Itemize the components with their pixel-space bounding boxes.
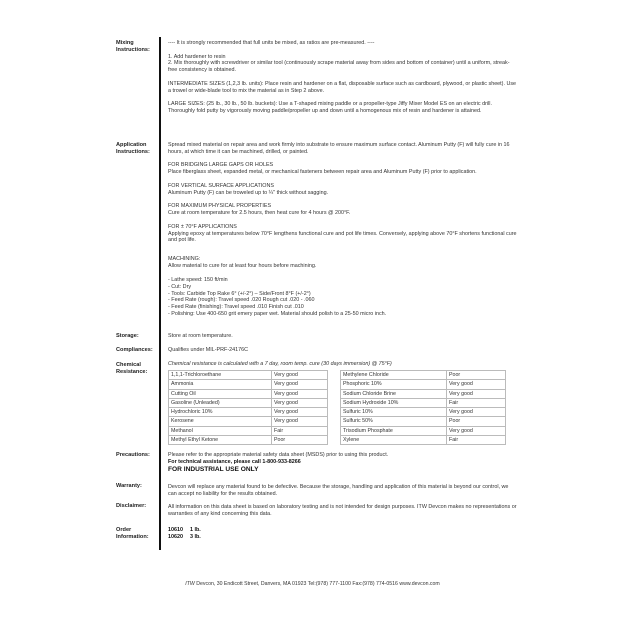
footer-brand: ITW (185, 581, 195, 587)
chemical-rating: Very good (272, 380, 328, 389)
heading-machining: MACHINING: (168, 256, 201, 263)
storage-text: Store at room temperature. (168, 333, 233, 339)
heading-maximum: FOR MAXIMUM PHYSICAL PROPERTIES (168, 203, 272, 210)
chemical-name: 1,1,1-Trichloroethane (169, 371, 272, 380)
chemical-name: Xylene (341, 436, 447, 445)
bridging-text: Place fiberglass sheet, expanded metal, or mechanical fasteners between repair area and Aluminum Putty (F) prior to application. (168, 169, 477, 176)
chemical-rating: Very good (272, 398, 328, 407)
compliances-label: Compliances: (116, 347, 153, 353)
maximum-text: Cure at room temperature for 2.5 hours, then heat cure for 4 hours @ 200°F. (168, 210, 351, 217)
technical-assistance: For technical assistance, please call 1-800-933-8266 (168, 458, 301, 465)
heading-70f: FOR ± 70°F APPLICATIONS (168, 223, 237, 230)
machining-item: - Cut: Dry (168, 283, 192, 290)
order-size: 1 lb. (190, 527, 201, 533)
machining-text: Allow material to cure for at least four hours before machining. (168, 263, 317, 270)
machining-item: - Feed Rate (finishing): Travel speed .010 Finish cut .010 (168, 304, 304, 311)
application-text: Spread mixed material on repair area and work firmly into substrate to ensure maximum surface contact. Aluminum Putty (F) will fully cure in 16 hours, at which time it can be machined, drilled, or painted. (168, 142, 510, 155)
chemical-row (341, 408, 506, 417)
mixing-label: Mixing Instructions: (116, 40, 150, 53)
machining-item: - Feed Rate (rough): Travel speed .020 Rough cut .020 - .060 (168, 297, 315, 304)
chemical-table-right (340, 370, 506, 445)
chemical-row (341, 389, 506, 398)
chemical-name: Methanol (169, 426, 272, 435)
chemical-row (169, 380, 328, 389)
chemical-name: Sodium Hydroxide 10% (341, 398, 447, 407)
chemical-row (341, 371, 506, 380)
order-item (168, 534, 518, 541)
chemical-row (169, 371, 328, 380)
chemical-name: Gasoline (Unleaded) (169, 398, 272, 407)
precautions (168, 452, 518, 474)
chemical-row (169, 389, 328, 398)
chemical-rating: Very good (272, 371, 328, 380)
chemical-row (169, 426, 328, 435)
application-label: Application Instructions: (116, 142, 150, 155)
mixing-instructions (168, 40, 518, 122)
chemical-rating: Very good (272, 408, 328, 417)
warranty-label: Warranty: (116, 483, 142, 489)
chemical-name: Cutting Oil (169, 389, 272, 398)
chemical-rating: Very good (447, 389, 506, 398)
chemical-row (169, 436, 328, 445)
chemical-name: Phosphoric 10% (341, 380, 447, 389)
chemical-rating: Very good (272, 389, 328, 398)
disclaimer-text: All information on this data sheet is based on laboratory testing and is not intended for design purposes. ITW Devcon makes no representations or warranties of any kind concerning this data. (168, 504, 517, 517)
chemical-row (341, 426, 506, 435)
chemical-rating: Very good (447, 380, 506, 389)
mixing-step-2: 2. Mix thoroughly with screwdriver or similar tool (continuously scrape material away from sides and bottom of container) until a uniform, streak-free consistency is obtained. (168, 60, 510, 74)
chemical-row (169, 408, 328, 417)
mixing-intermediate: INTERMEDIATE SIZES (1,2,3 lb. units): Place resin and hardener on a flat, disposable surface such as cardboard, plywood, or plastic sheet). Use a trowel or wide-blade tool to mix the material as in Step 2 above. (168, 80, 517, 94)
precautions-label: Precautions: (116, 452, 150, 458)
order-item (168, 527, 518, 534)
chemical-rating: Very good (447, 426, 506, 435)
compliances-text: Qualifies under MIL-PRF-24176C (168, 347, 248, 353)
order-items (168, 527, 518, 541)
machining-item: - Tools: Carbide Top Rake 6° (+/-2°) – Side/Front 8°F (+/-2°) (168, 290, 311, 297)
chemical-rating: Very good (272, 417, 328, 426)
chemical-name: Methyl Ethyl Ketone (169, 436, 272, 445)
chemical-name: Sulfuric 10% (341, 408, 447, 417)
chemical-rating: Poor (447, 371, 506, 380)
chemical-row (169, 398, 328, 407)
chemical-rating: Very good (447, 408, 506, 417)
chemical-row (169, 417, 328, 426)
section-divider (159, 37, 161, 550)
order-label: Order Information: (116, 527, 149, 540)
chemical-name: Trisodium Phosphate (341, 426, 447, 435)
chemical-label: Chemical Resistance: (116, 362, 148, 375)
chemical-rating: Poor (272, 436, 328, 445)
chemical-name: Sodium Chloride Brine (341, 389, 447, 398)
warranty-text: Devcon will replace any material found to be defective. Because the storage, handling and application of this material is beyond our control, we can accept no liability for the results obtained. (168, 484, 509, 497)
chemical-rating: Fair (447, 398, 506, 407)
chemical-row (341, 380, 506, 389)
chemical-table-left (168, 370, 328, 445)
chemical-rating: Fair (447, 436, 506, 445)
footer-text: Devcon, 30 Endicott Street, Danvers, MA 01923 Tel:(978) 777-1100 Fax:(978) 774-0516 www.devcon.com (196, 581, 440, 587)
order-size: 3 lb. (190, 533, 201, 540)
order-number: 10620 (168, 533, 183, 540)
chemical-name: Kerosene (169, 417, 272, 426)
chemical-name: Ammonia (169, 380, 272, 389)
chemical-name: Sulfuric 50% (341, 417, 447, 426)
storage-label: Storage: (116, 333, 139, 339)
chemical-rating: Fair (272, 426, 328, 435)
precautions-text: Please refer to the appropriate material safety data sheet (MSDS) prior to using this product. (168, 452, 389, 458)
mixing-note: ---- It is strongly recommended that full units be mixed, as ratios are pre-measured. ---- (168, 40, 375, 46)
footer (0, 581, 625, 588)
industrial-use-notice: FOR INDUSTRIAL USE ONLY (168, 465, 259, 473)
chemical-row (341, 417, 506, 426)
chemical-row (341, 398, 506, 407)
mixing-large: LARGE SIZES: (25 lb., 30 lb., 50 lb. buckets): Use a T-shaped mixing paddle or a propeller-type Jiffy Mixer Model ES on an electric drill. Thoroughly fold putty by vigorously moving paddle/propeller up and down until a homogenous mix of resin and hardener is attained. (168, 101, 492, 115)
chemical-note: Chemical resistance is calculated with a 7 day, room temp. cure (30 days immersion) @ 75°F) (168, 361, 392, 367)
machining-item: - Lathe speed: 150 ft/min (168, 276, 228, 283)
machining-item: - Polishing: Use 400-650 grit emery paper wet. Material should polish to a 25-50 micro inch. (168, 311, 387, 318)
order-number: 10610 (168, 527, 183, 533)
70f-text: Applying epoxy at temperatures below 70°F lengthens functional cure and pot life times. Conversely, applying above 70°F shortens functional cure and pot life. (168, 230, 517, 244)
application-instructions (168, 142, 518, 318)
disclaimer-label: Disclaimer: (116, 503, 147, 509)
mixing-step-1: 1. Add hardener to resin (168, 53, 226, 60)
chemical-name: Hydrochloric 10% (169, 408, 272, 417)
chemical-row (341, 436, 506, 445)
heading-bridging: FOR BRIDGING LARGE GAPS OR HOLES (168, 162, 274, 169)
vertical-text: Aluminum Putty (F) can be troweled up to ¼" thick without sagging. (168, 189, 329, 196)
chemical-rating: Poor (447, 417, 506, 426)
chemical-name: Methylene Chloride (341, 371, 447, 380)
heading-vertical: FOR VERTICAL SURFACE APPLICATIONS (168, 182, 274, 189)
